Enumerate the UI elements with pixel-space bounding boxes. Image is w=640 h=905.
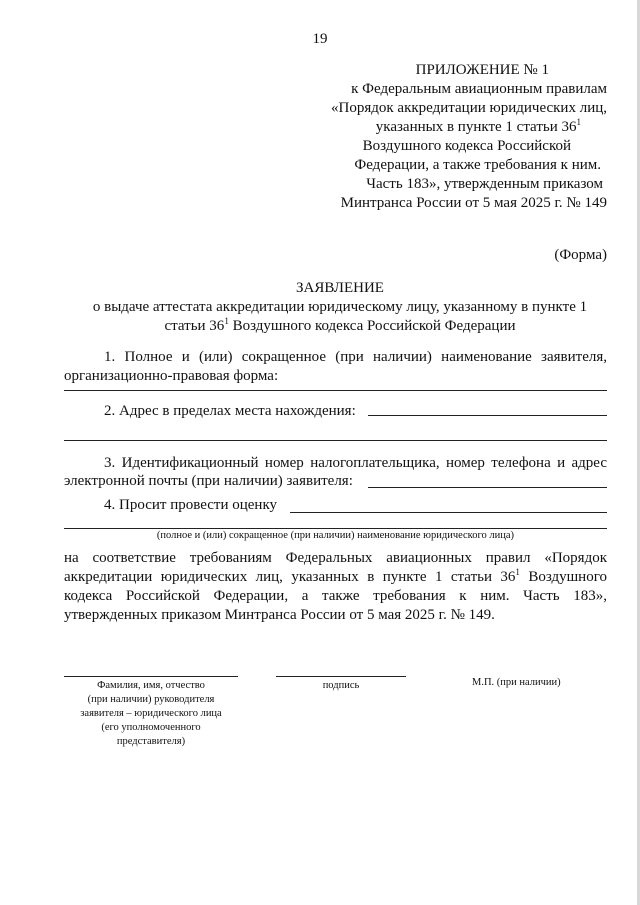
- appendix-line-7: Минтранса России от 5 мая 2025 г. № 149: [340, 195, 607, 211]
- item-2-answer-line[interactable]: [368, 415, 607, 416]
- fio-caption-4: (его уполномоченного: [101, 722, 201, 733]
- appendix-line-2: «Порядок аккредитации юридических лиц,: [331, 100, 607, 116]
- item-4-label: 4. Просит провести оценку: [104, 497, 278, 513]
- appendix-line-1: к Федеральным авиационным правилам: [351, 81, 607, 97]
- item-4-caption: (полное и (или) сокращенное (при наличии) наименование юридического лица): [156, 530, 515, 541]
- item-1-line-2: организационно-правовая форма:: [64, 368, 279, 384]
- fio-caption-5: представителя): [116, 736, 186, 747]
- statement-subtitle-2: статьи $36^1$ Воздушного кодекса Российской Федерации: [164, 316, 516, 334]
- appendix-line-6: Часть 183», утвержденным приказом: [366, 176, 603, 192]
- fio-caption: [64, 679, 238, 749]
- item-3-line-1: 3. Идентификационный номер налогоплательщика, номер телефона и адрес: [104, 455, 607, 471]
- item-3-line-2: электронной почты (при наличии) заявителя:: [64, 473, 353, 489]
- appendix-block: [300, 61, 607, 213]
- form-label: (Форма): [554, 247, 607, 263]
- statement-title: ЗАЯВЛЕНИЕ: [296, 280, 384, 296]
- conformity-line-3: кодекса Российской Федерации, а также требования к ним. Часть 183»,: [64, 588, 607, 604]
- item-2-label: 2. Адрес в пределах места нахождения:: [104, 403, 356, 419]
- signature-caption: подпись: [322, 680, 360, 691]
- item-1-answer-line[interactable]: [64, 390, 607, 391]
- fio-line[interactable]: [64, 676, 238, 677]
- statement-subtitle-1: о выдаче аттестата аккредитации юридическому лицу, указанному в пункте 1: [92, 299, 588, 315]
- conformity-line-1: на соответствие требованиям Федеральных авиационных правил «Порядок: [64, 550, 607, 566]
- appendix-line-3: указанных в пункте 1 статьи $36^1$: [375, 117, 581, 135]
- item-4-answer-line[interactable]: [290, 512, 607, 513]
- conformity-line-4: утвержденных приказом Минтранса России от 5 мая 2025 г. № 149.: [64, 607, 495, 623]
- stamp-label: М.П. (при наличии): [472, 677, 561, 688]
- page-number: 19: [312, 31, 328, 47]
- fio-caption-2: (при наличии) руководителя: [87, 694, 215, 705]
- conformity-line-2: аккредитации юридических лиц, указанных в пункте 1 статьи $36^1$ Воздушного: [64, 567, 607, 585]
- item-1-line-1: 1. Полное и (или) сокращенное (при наличии) наименование заявителя,: [104, 349, 607, 365]
- fio-caption-3: заявителя – юридического лица: [80, 708, 222, 719]
- appendix-line-4: Воздушного кодекса Российской: [362, 138, 571, 154]
- item-2-answer-line-2[interactable]: [64, 440, 607, 441]
- signature-line[interactable]: [276, 676, 406, 677]
- item-3-answer-line[interactable]: [368, 487, 607, 488]
- fio-caption-1: Фамилия, имя, отчество: [97, 680, 205, 691]
- appendix-line-5: Федерации, а также требования к ним.: [354, 157, 601, 173]
- appendix-title: ПРИЛОЖЕНИЕ № 1: [415, 62, 549, 78]
